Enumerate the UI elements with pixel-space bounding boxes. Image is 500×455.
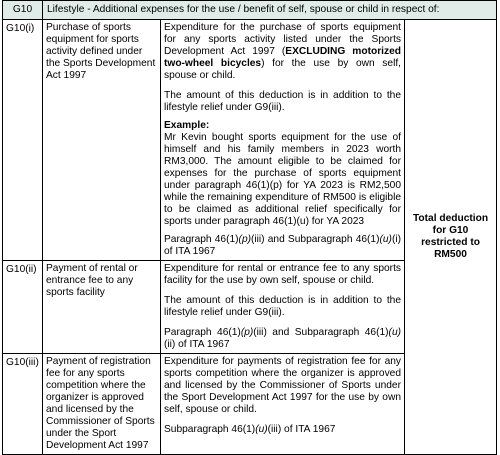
header-code: G10 — [3, 1, 43, 20]
total-deduction: Total deduction for G10 restricted to RM500 — [405, 20, 497, 455]
row-item: Purchase of sports equipment for sports activity defined under the Sports Development Act 1997 — [43, 20, 161, 261]
row-code: G10(i) — [3, 20, 43, 261]
row-item: Payment of registration fee for any sports competition where the organizer is approved and licensed by the Commissioner of Sports under the Sport Development Act 1997 — [43, 354, 161, 455]
description-note: The amount of this deduction is in addition to the lifestyle relief under G9(iii). — [164, 295, 401, 318]
table-row — [3, 20, 497, 261]
row-code: G10(ii) — [3, 261, 43, 354]
deduction-table — [2, 0, 497, 455]
description-text: Expenditure for payments of registration fee for any sports competition where the organizer is approved and licensed by the Commissioner of Sports under the Sport Development Act 1997 for the use by own self, spouse or child. — [164, 356, 401, 415]
example-label: Example: — [164, 120, 210, 131]
header-title: Lifestyle - Additional expenses for the use / benefit of self, spouse or child in respect of: — [43, 1, 497, 20]
row-description — [161, 261, 405, 354]
row-code: G10(iii) — [3, 354, 43, 455]
example-text: Mr Kevin bought sports equipment for the use of himself and his family members in 2023 worth RM3,000. The amount eligible to be claimed for expenses for the purchase of sports equipment under paragraph 46(1)(p) for YA 2023 is RM2,500 while the remaining expenditure of RM500 is eligible to be claimed as additional relief specifically for sports under paragraph 46(1)(u) for YA 2023 — [164, 132, 401, 227]
legal-reference: Paragraph 46(1)(p)(iii) and Subparagraph 46(1)(u)(i) of ITA 1967 — [164, 234, 401, 257]
legal-reference: Paragraph 46(1)(p)(iii) and Subparagraph 46(1)(u)(ii) of ITA 1967 — [164, 327, 401, 350]
description-text: Expenditure for the purchase of sports equipment for any sports activity listed under the Sports Development Act 1997 (EXCLUDING motorized two-wheel bicycles) for the use by own self, spouse or child. — [164, 22, 401, 81]
row-description — [161, 354, 405, 455]
header-row — [3, 1, 497, 20]
description-note: The amount of this deduction is in addition to the lifestyle relief under G9(iii). — [164, 90, 401, 113]
description-text: Expenditure for rental or entrance fee to any sports facility for the use by own self, spouse or child. — [164, 263, 401, 286]
row-description — [161, 20, 405, 261]
legal-reference: Subparagraph 46(1)(u)(iii) of ITA 1967 — [164, 424, 336, 435]
row-item: Payment of rental or entrance fee to any sports facility — [43, 261, 161, 354]
